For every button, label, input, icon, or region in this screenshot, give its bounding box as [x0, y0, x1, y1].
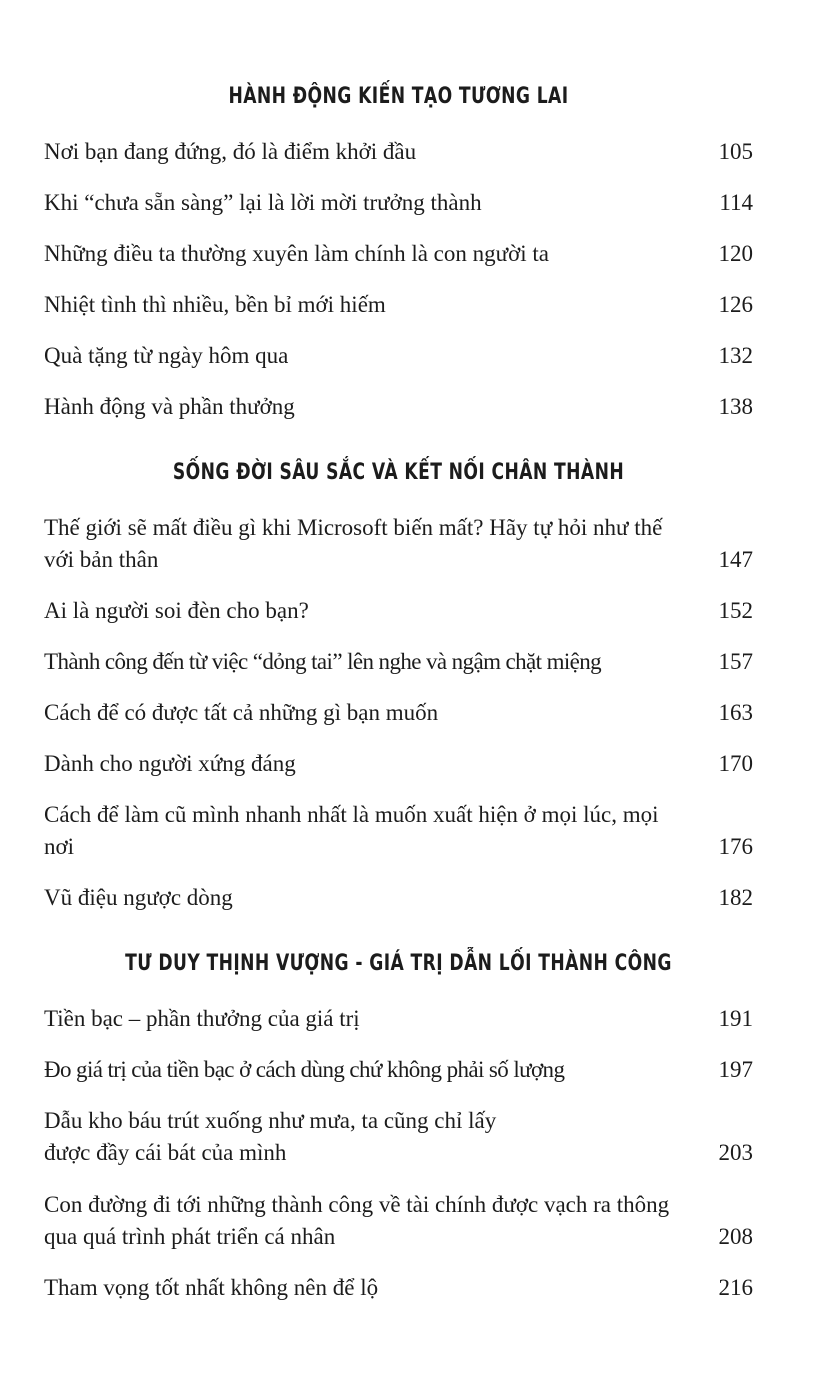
- toc-entry-page: 197: [718, 1057, 753, 1082]
- toc-entry[interactable]: [44, 748, 753, 780]
- toc-entry-page: 191: [718, 1006, 753, 1031]
- toc-entry[interactable]: [44, 595, 753, 627]
- toc-entry-page: 147: [718, 547, 753, 572]
- toc-entry-page: 132: [718, 343, 753, 368]
- toc-entry[interactable]: [44, 799, 753, 863]
- toc-entry-title: Con đường đi tới những thành công về tài chính được vạch ra thông qua quá trình phát triển cá nhân: [44, 1192, 670, 1249]
- toc-entry[interactable]: [44, 646, 753, 678]
- toc-entry[interactable]: [44, 391, 753, 423]
- toc-entry[interactable]: [44, 1054, 753, 1086]
- toc-entry-title: Thế giới sẽ mất điều gì khi Microsoft biến mất? Hãy tự hỏi như thế với bản thân: [44, 515, 663, 572]
- toc-entry[interactable]: [44, 512, 753, 576]
- toc-entry-page: 176: [718, 834, 753, 859]
- toc-entry[interactable]: [44, 1272, 753, 1304]
- toc-entry[interactable]: [44, 238, 753, 270]
- toc-entry-page: 105: [718, 139, 753, 164]
- toc-entry-page: 163: [718, 700, 753, 725]
- toc-entry-page: 114: [719, 190, 753, 215]
- toc-entry-title: Thành công đến từ việc “dỏng tai” lên nghe và ngậm chặt miệng: [44, 649, 602, 674]
- toc-entry[interactable]: [44, 289, 753, 321]
- toc-entry-title: Ai là người soi đèn cho bạn?: [44, 598, 309, 623]
- toc-entry-page: 203: [718, 1140, 753, 1165]
- toc-entry-title: Những điều ta thường xuyên làm chính là con người ta: [44, 241, 550, 266]
- toc-entry-title: Dành cho người xứng đáng: [44, 751, 296, 776]
- toc-entry[interactable]: [44, 1105, 753, 1169]
- toc-entry-page: 120: [718, 241, 753, 266]
- toc-entry[interactable]: [44, 187, 753, 219]
- toc-entry-page: 170: [718, 751, 753, 776]
- section-title: HÀNH ĐỘNG KIẾN TẠO TƯƠNG LAI: [228, 84, 569, 109]
- toc-entry-title: Đo giá trị của tiền bạc ở cách dùng chứ không phải số lượng: [44, 1057, 565, 1082]
- section-title: TƯ DUY THỊNH VƯỢNG - GIÁ TRỊ DẪN LỐI THÀNH CÔNG: [125, 951, 672, 976]
- section-title: SỐNG ĐỜI SÂU SẮC VÀ KẾT NỐI CHÂN THÀNH: [172, 460, 625, 485]
- toc-entry-page: 182: [718, 885, 753, 910]
- toc-entry-title: Khi “chưa sẵn sàng” lại là lời mời trưởng thành: [44, 190, 482, 215]
- toc-entry-title: Nơi bạn đang đứng, đó là điểm khởi đầu: [44, 139, 417, 164]
- toc-entry-title: Cách để làm cũ mình nhanh nhất là muốn xuất hiện ở mọi lúc, mọi nơi: [44, 802, 659, 859]
- toc-entry-title: Quà tặng từ ngày hôm qua: [44, 343, 289, 368]
- toc-entry-page: 126: [718, 292, 753, 317]
- toc-entry[interactable]: [44, 1189, 753, 1253]
- toc-entry[interactable]: [44, 697, 753, 729]
- toc-entry-title: Vũ điệu ngược dòng: [44, 885, 233, 910]
- toc-entry-page: 208: [718, 1224, 753, 1249]
- toc-entry-page: 152: [718, 598, 753, 623]
- toc-entry-page: 157: [718, 649, 753, 674]
- toc-entry[interactable]: [44, 340, 753, 372]
- toc-entry-title: Dẫu kho báu trút xuống như mưa, ta cũng chỉ lấy được đầy cái bát của mình: [44, 1108, 497, 1165]
- toc-entry-page: 138: [718, 394, 753, 419]
- toc-entry[interactable]: [44, 1003, 753, 1035]
- toc-entry-title: Hành động và phần thưởng: [44, 394, 295, 419]
- toc-entry[interactable]: [44, 136, 753, 168]
- toc-entry-page: 216: [718, 1275, 753, 1300]
- toc-entry[interactable]: [44, 882, 753, 914]
- toc-entry-title: Tham vọng tốt nhất không nên để lộ: [44, 1275, 379, 1300]
- toc-entry-title: Nhiệt tình thì nhiều, bền bỉ mới hiếm: [44, 292, 386, 317]
- toc-entry-title: Tiền bạc – phần thưởng của giá trị: [44, 1006, 360, 1031]
- toc-entry-title: Cách để có được tất cả những gì bạn muốn: [44, 700, 439, 725]
